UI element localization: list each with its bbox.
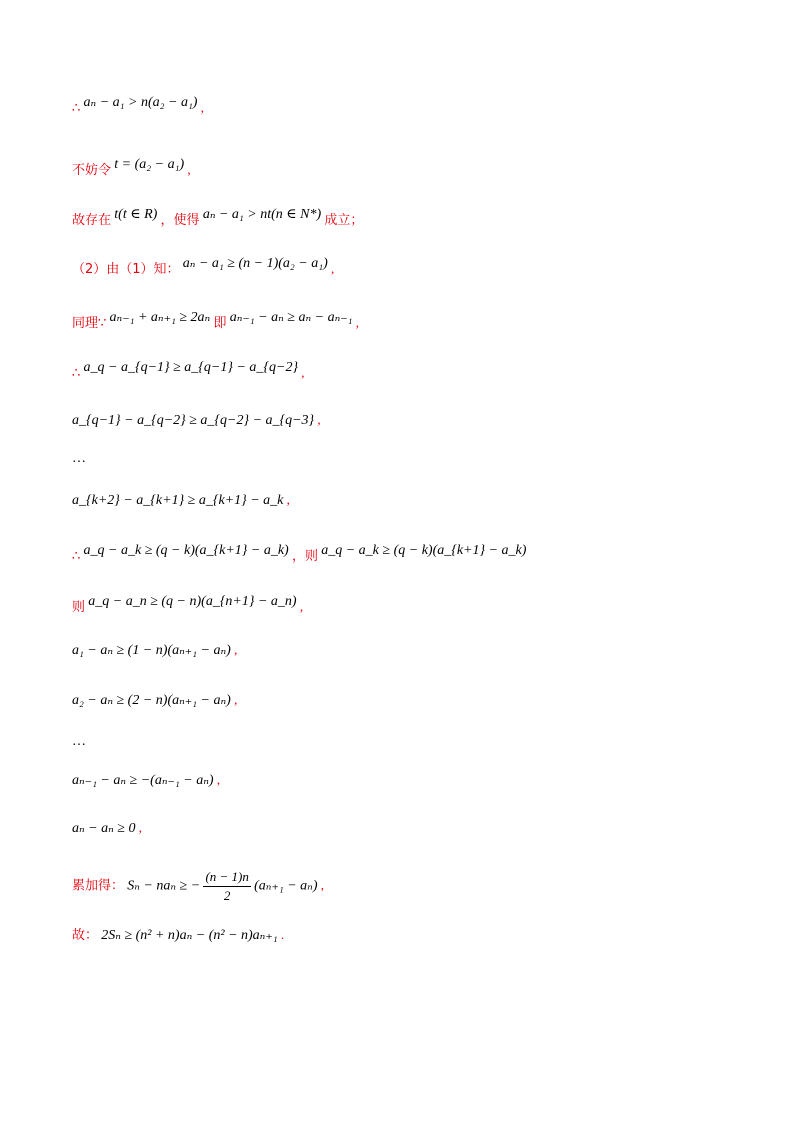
text-label: 即 bbox=[213, 316, 227, 331]
proof-line-5 bbox=[72, 312, 359, 332]
math-expression: aₙ₋₁ − aₙ ≥ aₙ − aₙ₋₁ bbox=[229, 310, 353, 325]
comma: , bbox=[331, 261, 335, 276]
proof-line-11 bbox=[72, 596, 303, 616]
proof-line-17 bbox=[72, 868, 324, 905]
math-expression: aₙ − a₁ > n(a₂ − a₁) bbox=[83, 95, 198, 110]
math-expression: t(t ∈ R) bbox=[114, 207, 158, 222]
comma: , bbox=[299, 599, 304, 614]
proof-line-8 bbox=[72, 450, 86, 467]
proof-line-9 bbox=[72, 492, 290, 509]
math-expression: a₂ − aₙ ≥ (2 − n)(aₙ₊₁ − aₙ) bbox=[72, 693, 231, 708]
fraction-numerator: (n − 1)n bbox=[203, 868, 250, 887]
text-label: 故存在 bbox=[72, 213, 112, 228]
math-expression: a₁ − aₙ ≥ (1 − n)(aₙ₊₁ − aₙ) bbox=[72, 643, 231, 658]
text-label: 累加得： bbox=[72, 878, 125, 894]
math-expression: (aₙ₊₁ − aₙ) bbox=[254, 878, 318, 894]
ellipsis: … bbox=[72, 734, 86, 749]
therefore-symbol: ∴ bbox=[72, 101, 81, 116]
math-expression: aₙ − a₁ > nt(n ∈ N*) bbox=[202, 207, 322, 222]
comma: , bbox=[187, 162, 191, 177]
ellipsis: … bbox=[72, 451, 86, 466]
comma: , bbox=[320, 877, 325, 893]
proof-line-3 bbox=[72, 209, 363, 229]
proof-line-16 bbox=[72, 820, 142, 837]
comma: , bbox=[286, 492, 290, 507]
period: . bbox=[280, 927, 285, 942]
comma: , bbox=[234, 692, 238, 707]
text-label: 同理∵ bbox=[72, 316, 107, 331]
math-expression: aₙ − aₙ ≥ 0 bbox=[72, 821, 136, 836]
comma: , bbox=[317, 412, 321, 427]
text-label: 成立； bbox=[324, 213, 364, 228]
fraction-denominator: 2 bbox=[223, 888, 231, 903]
comma: , bbox=[234, 642, 238, 657]
proof-line-6 bbox=[72, 360, 305, 382]
proof-line-15 bbox=[72, 772, 220, 789]
math-expression: aₙ₋₁ − aₙ ≥ −(aₙ₋₁ − aₙ) bbox=[72, 773, 214, 788]
math-expression: 2Sₙ ≥ (n² + n)aₙ − (n² − n)aₙ₊₁ bbox=[101, 928, 278, 943]
therefore-symbol: ∴ bbox=[72, 366, 81, 381]
math-expression: a_q − a_{q−1} ≥ a_{q−1} − a_{q−2} bbox=[83, 360, 299, 375]
math-expression: t = (a₂ − a₁) bbox=[114, 157, 185, 172]
proof-line-7 bbox=[72, 412, 321, 429]
proof-line-18 bbox=[72, 924, 284, 944]
math-expression: a_{k+2} − a_{k+1} ≥ a_{k+1} − a_k bbox=[72, 493, 284, 508]
proof-line-4 bbox=[72, 258, 334, 278]
comma: , bbox=[138, 820, 142, 835]
proof-line-12 bbox=[72, 642, 237, 659]
text-label: ，使得 bbox=[160, 213, 200, 228]
proof-line-10 bbox=[72, 545, 526, 565]
comma: , bbox=[200, 100, 204, 115]
text-label: 不妨令 bbox=[72, 163, 112, 178]
proof-line-1 bbox=[72, 95, 204, 117]
text-label: 则 bbox=[72, 600, 86, 615]
text-label: （2）由（1）知： bbox=[72, 262, 180, 277]
math-expression: a_q − a_n ≥ (q − n)(a_{n+1} − a_n) bbox=[88, 594, 297, 609]
text-label: 故： bbox=[72, 928, 99, 943]
proof-line-13 bbox=[72, 692, 237, 709]
math-expression: Sₙ − naₙ ≥ − bbox=[127, 878, 201, 894]
comma: , bbox=[355, 315, 360, 330]
proof-line-2 bbox=[72, 159, 191, 179]
math-expression: a_q − a_k ≥ (q − k)(a_{k+1} − a_k) bbox=[83, 543, 289, 558]
math-expression: a_q − a_k ≥ (q − k)(a_{k+1} − a_k) bbox=[321, 543, 527, 558]
fraction bbox=[203, 868, 250, 905]
comma: , bbox=[301, 365, 305, 380]
math-expression: aₙ₋₁ + aₙ₊₁ ≥ 2aₙ bbox=[109, 310, 211, 325]
proof-line-14 bbox=[72, 733, 86, 750]
comma: , bbox=[216, 772, 221, 787]
therefore-symbol: ∴ bbox=[72, 549, 81, 564]
math-expression: aₙ − a₁ ≥ (n − 1)(a₂ − a₁) bbox=[182, 256, 328, 271]
math-expression: a_{q−1} − a_{q−2} ≥ a_{q−2} − a_{q−3} bbox=[72, 413, 315, 428]
text-label: ，则 bbox=[291, 549, 318, 564]
